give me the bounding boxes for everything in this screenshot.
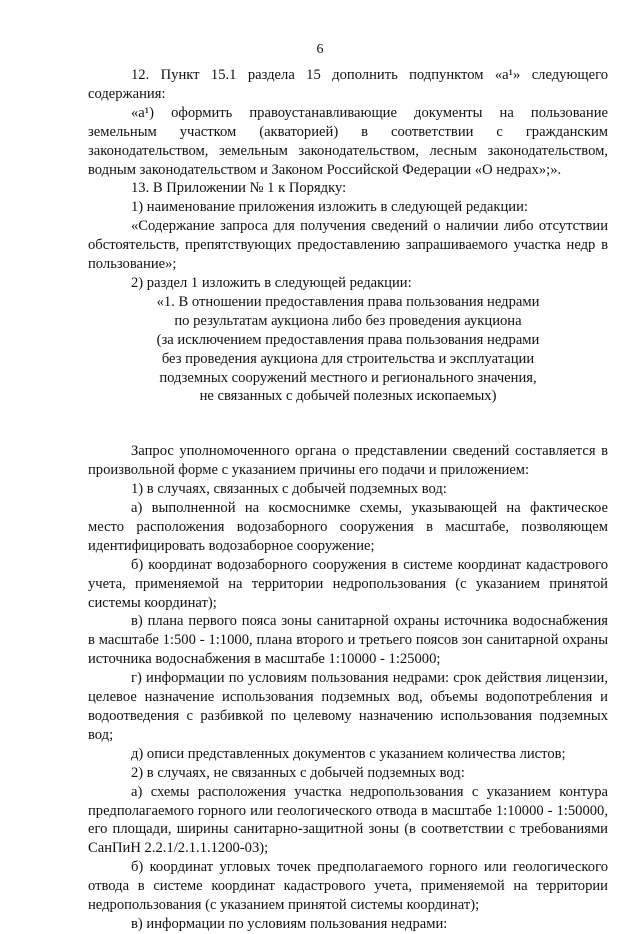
paragraph-amendment-12: 12. Пункт 15.1 раздела 15 дополнить подпунктом «а¹» следующего содержания:	[88, 67, 608, 102]
heading-line: подземных сооружений местного и регионального значения,	[159, 369, 537, 386]
paragraph-item-1: 1) наименование приложения изложить в следующей редакции:	[131, 199, 528, 216]
paragraph-item-2: 2) раздел 1 изложить в следующей редакции:	[131, 274, 412, 291]
list-item: в) информации по условиям пользования недрами:	[131, 915, 448, 932]
list-item: а) схемы расположения участка недропользования с указанием контура предполагаемого горного или геологического отвода в масштабе 1:10000 - 1:50000, его площади, ширины санитарно-защитной зоны (в соответствии с требованиями СанПиН 2.2.1/2.1.1.1200-03);	[88, 783, 608, 857]
heading-line: без проведения аукциона для строительства и эксплуатации	[161, 350, 535, 367]
list-item: 1) в случаях, связанных с добычей подземных вод:	[131, 481, 447, 498]
heading-line: «1. В отношении предоставления права пользования недрами	[156, 293, 540, 310]
list-item: б) координат водозаборного сооружения в системе координат кадастрового учета, применяемой на территории недропользования (с указанием принятой системы координат);	[88, 556, 608, 611]
heading-line: по результатам аукциона либо без проведения аукциона	[174, 312, 522, 329]
paragraph-subclause-a1: «а¹) оформить правоустанавливающие документы на пользование земельным участком (акваторией) в соответствии с гражданским законодательством, земельным законодательством, лесным законодательством, водным законодательством и Законом Российской Федерации «О недрах»;».	[88, 104, 608, 178]
heading-line: не связанных с добычей полезных ископаемых)	[199, 388, 497, 405]
list-item: г) информации по условиям пользования недрами: срок действия лицензии, целевое назначение использования подземных вод, объемы водопотребления и водоотведения с разбивкой по целевому назначению использования подземных вод;	[88, 670, 608, 743]
paragraph-appendix-title: «Содержание запроса для получения сведений о наличии либо отсутствии обстоятельств, препятствующих предоставлению запрашиваемого участка недр в пользование»;	[88, 218, 608, 273]
list-item: д) описи представленных документов с указанием количества листов;	[131, 745, 566, 762]
list-item: в) плана первого пояса зоны санитарной охраны источника водоснабжения в масштабе 1:500 - 1:1000, плана второго и третьего поясов зон санитарной охраны источника водоснабжения в масштабе 1:10000 - 1:25000;	[88, 613, 608, 668]
section-heading	[88, 293, 608, 406]
page-number: 6	[316, 42, 324, 57]
list-item: а) выполненной на космоснимке схемы, указывающей на фактическое место расположения водозаборного сооружения в масштабе, позволяющем идентифицировать водозаборное сооружение;	[88, 500, 608, 554]
list-item: 2) в случаях, не связанных с добычей подземных вод:	[131, 764, 465, 781]
paragraph-request-intro: Запрос уполномоченного органа о представлении сведений составляется в произвольной форме с указанием причины его подачи и приложением:	[88, 443, 608, 479]
list-item: б) координат угловых точек предполагаемого горного или геологического отвода в системе координат кадастрового учета, применяемой на территории недропользования (с указанием принятой системы координат);	[88, 859, 608, 914]
spacer	[88, 406, 608, 442]
document-body	[88, 66, 608, 934]
heading-line: (за исключением предоставления права пользования недрами	[156, 331, 540, 348]
paragraph-amendment-13: 13. В Приложении № 1 к Порядку:	[131, 180, 347, 197]
